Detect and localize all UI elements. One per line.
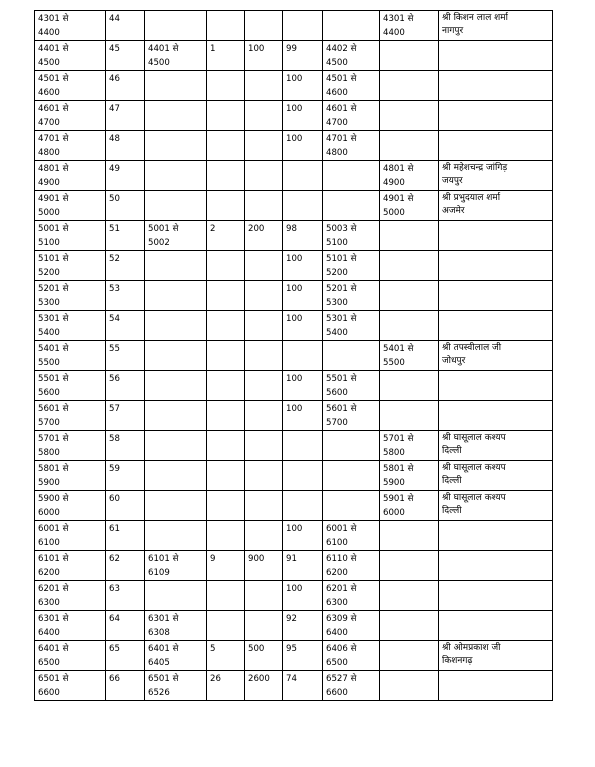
issued-count-cell <box>207 71 245 101</box>
serial-cell: 65 <box>106 641 145 671</box>
table-row <box>35 581 553 611</box>
table-row <box>35 251 553 281</box>
balance-count-cell <box>283 11 323 41</box>
book-range-cell <box>380 71 439 101</box>
range-cell: 6201 से 6300 <box>35 581 106 611</box>
balance-range-cell <box>323 341 380 371</box>
issued-range-cell <box>145 161 207 191</box>
table-row <box>35 191 553 221</box>
serial-cell: 53 <box>106 281 145 311</box>
book-range-cell: 5801 से 5900 <box>380 461 439 491</box>
table-row <box>35 521 553 551</box>
amount-cell: 2600 <box>245 671 283 701</box>
table-row <box>35 161 553 191</box>
range-cell: 5301 से 5400 <box>35 311 106 341</box>
book-range-cell: 4901 से 5000 <box>380 191 439 221</box>
book-range-cell <box>380 671 439 701</box>
holder-name-cell <box>439 521 553 551</box>
table-row <box>35 431 553 461</box>
balance-range-cell: 6406 से 6500 <box>323 641 380 671</box>
amount-cell <box>245 191 283 221</box>
amount-cell <box>245 281 283 311</box>
balance-count-cell: 74 <box>283 671 323 701</box>
issued-count-cell: 1 <box>207 41 245 71</box>
balance-range-cell: 5101 से 5200 <box>323 251 380 281</box>
holder-name-cell <box>439 41 553 71</box>
balance-range-cell: 5301 से 5400 <box>323 311 380 341</box>
serial-cell: 51 <box>106 221 145 251</box>
issued-count-cell <box>207 311 245 341</box>
range-cell: 4501 से 4600 <box>35 71 106 101</box>
table-row <box>35 11 553 41</box>
issued-range-cell <box>145 101 207 131</box>
balance-range-cell: 5501 से 5600 <box>323 371 380 401</box>
table-row <box>35 371 553 401</box>
balance-count-cell: 91 <box>283 551 323 581</box>
table-row <box>35 611 553 641</box>
issued-count-cell <box>207 461 245 491</box>
amount-cell: 200 <box>245 221 283 251</box>
issued-count-cell <box>207 131 245 161</box>
holder-name-cell <box>439 581 553 611</box>
amount-cell <box>245 611 283 641</box>
book-range-cell <box>380 251 439 281</box>
book-range-cell <box>380 41 439 71</box>
issued-count-cell <box>207 341 245 371</box>
serial-cell: 60 <box>106 491 145 521</box>
serial-cell: 59 <box>106 461 145 491</box>
balance-count-cell: 95 <box>283 641 323 671</box>
issued-range-cell: 6501 से 6526 <box>145 671 207 701</box>
amount-cell <box>245 491 283 521</box>
balance-range-cell: 4701 से 4800 <box>323 131 380 161</box>
holder-name-cell: श्री ओमप्रकाश जी किशनगढ़ <box>439 641 553 671</box>
table-row <box>35 281 553 311</box>
book-range-cell <box>380 581 439 611</box>
balance-count-cell: 100 <box>283 251 323 281</box>
range-cell: 5701 से 5800 <box>35 431 106 461</box>
range-cell: 4601 से 4700 <box>35 101 106 131</box>
amount-cell <box>245 71 283 101</box>
table-row <box>35 491 553 521</box>
book-range-cell <box>380 371 439 401</box>
table-row <box>35 311 553 341</box>
issued-count-cell <box>207 11 245 41</box>
table-row <box>35 671 553 701</box>
table-row <box>35 461 553 491</box>
amount-cell: 500 <box>245 641 283 671</box>
holder-name-cell <box>439 611 553 641</box>
amount-cell <box>245 101 283 131</box>
holder-name-cell: श्री तपस्वीलाल जी जोधपुर <box>439 341 553 371</box>
issued-range-cell <box>145 281 207 311</box>
amount-cell <box>245 431 283 461</box>
balance-count-cell <box>283 191 323 221</box>
balance-count-cell: 92 <box>283 611 323 641</box>
amount-cell <box>245 401 283 431</box>
table-body <box>35 11 553 701</box>
issued-range-cell <box>145 581 207 611</box>
range-cell: 5101 से 5200 <box>35 251 106 281</box>
serial-cell: 57 <box>106 401 145 431</box>
range-cell: 6301 से 6400 <box>35 611 106 641</box>
serial-cell: 46 <box>106 71 145 101</box>
issued-count-cell: 26 <box>207 671 245 701</box>
book-range-cell <box>380 221 439 251</box>
balance-range-cell <box>323 161 380 191</box>
issued-range-cell <box>145 251 207 281</box>
balance-range-cell: 6527 से 6600 <box>323 671 380 701</box>
balance-count-cell: 100 <box>283 281 323 311</box>
serial-cell: 61 <box>106 521 145 551</box>
serial-cell: 54 <box>106 311 145 341</box>
holder-name-cell: श्री प्रभुदयाल शर्मा अजमेर <box>439 191 553 221</box>
serial-cell: 52 <box>106 251 145 281</box>
holder-name-cell <box>439 71 553 101</box>
amount-cell <box>245 581 283 611</box>
issued-count-cell <box>207 581 245 611</box>
range-cell: 6501 से 6600 <box>35 671 106 701</box>
amount-cell <box>245 521 283 551</box>
range-cell: 5601 से 5700 <box>35 401 106 431</box>
range-cell: 4401 से 4500 <box>35 41 106 71</box>
balance-range-cell <box>323 491 380 521</box>
amount-cell <box>245 461 283 491</box>
amount-cell: 100 <box>245 41 283 71</box>
holder-name-cell: श्री किशन लाल शर्मा नागपुर <box>439 11 553 41</box>
serial-cell: 63 <box>106 581 145 611</box>
balance-range-cell: 4601 से 4700 <box>323 101 380 131</box>
issued-range-cell <box>145 401 207 431</box>
holder-name-cell <box>439 311 553 341</box>
balance-count-cell: 100 <box>283 311 323 341</box>
holder-name-cell: श्री घासूलाल कश्यप दिल्ली <box>439 461 553 491</box>
issued-range-cell: 5001 से 5002 <box>145 221 207 251</box>
issued-range-cell: 6401 से 6405 <box>145 641 207 671</box>
balance-count-cell: 100 <box>283 521 323 551</box>
range-cell: 6101 से 6200 <box>35 551 106 581</box>
book-range-cell <box>380 551 439 581</box>
balance-count-cell: 100 <box>283 71 323 101</box>
serial-cell: 64 <box>106 611 145 641</box>
table-row <box>35 131 553 161</box>
holder-name-cell <box>439 371 553 401</box>
amount-cell <box>245 311 283 341</box>
serial-cell: 49 <box>106 161 145 191</box>
serial-cell: 58 <box>106 431 145 461</box>
issued-range-cell <box>145 11 207 41</box>
book-range-cell: 5901 से 6000 <box>380 491 439 521</box>
range-cell: 5001 से 5100 <box>35 221 106 251</box>
book-range-cell <box>380 131 439 161</box>
serial-cell: 50 <box>106 191 145 221</box>
balance-range-cell <box>323 191 380 221</box>
book-range-cell: 5701 से 5800 <box>380 431 439 461</box>
holder-name-cell <box>439 551 553 581</box>
balance-range-cell: 4501 से 4600 <box>323 71 380 101</box>
serial-cell: 44 <box>106 11 145 41</box>
issued-count-cell <box>207 101 245 131</box>
issued-range-cell: 4401 से 4500 <box>145 41 207 71</box>
table-row <box>35 641 553 671</box>
issued-range-cell <box>145 191 207 221</box>
issued-range-cell <box>145 461 207 491</box>
range-cell: 5201 से 5300 <box>35 281 106 311</box>
range-cell: 6401 से 6500 <box>35 641 106 671</box>
balance-range-cell: 6001 से 6100 <box>323 521 380 551</box>
balance-count-cell: 100 <box>283 371 323 401</box>
issued-count-cell <box>207 431 245 461</box>
book-range-cell <box>380 611 439 641</box>
balance-range-cell <box>323 11 380 41</box>
serial-cell: 62 <box>106 551 145 581</box>
table-row <box>35 341 553 371</box>
range-cell: 4701 से 4800 <box>35 131 106 161</box>
issued-range-cell <box>145 431 207 461</box>
holder-name-cell: श्री घासूलाल कश्यप दिल्ली <box>439 431 553 461</box>
balance-range-cell: 5601 से 5700 <box>323 401 380 431</box>
book-range-cell <box>380 101 439 131</box>
balance-count-cell <box>283 491 323 521</box>
amount-cell <box>245 131 283 161</box>
range-cell: 5501 से 5600 <box>35 371 106 401</box>
range-cell: 4801 से 4900 <box>35 161 106 191</box>
receipt-book-table <box>34 10 553 701</box>
book-range-cell <box>380 641 439 671</box>
balance-range-cell: 5201 से 5300 <box>323 281 380 311</box>
table-row <box>35 551 553 581</box>
issued-count-cell <box>207 491 245 521</box>
range-cell: 5900 से 6000 <box>35 491 106 521</box>
issued-count-cell <box>207 521 245 551</box>
range-cell: 5801 से 5900 <box>35 461 106 491</box>
table-row <box>35 401 553 431</box>
issued-count-cell <box>207 161 245 191</box>
range-cell: 6001 से 6100 <box>35 521 106 551</box>
holder-name-cell <box>439 671 553 701</box>
holder-name-cell: श्री घासूलाल कश्यप दिल्ली <box>439 491 553 521</box>
balance-count-cell: 100 <box>283 401 323 431</box>
book-range-cell: 5401 से 5500 <box>380 341 439 371</box>
holder-name-cell <box>439 281 553 311</box>
table-row <box>35 71 553 101</box>
issued-range-cell <box>145 71 207 101</box>
issued-count-cell <box>207 191 245 221</box>
issued-range-cell <box>145 521 207 551</box>
balance-range-cell: 6110 से 6200 <box>323 551 380 581</box>
range-cell: 4301 से 4400 <box>35 11 106 41</box>
issued-range-cell: 6301 से 6308 <box>145 611 207 641</box>
amount-cell <box>245 251 283 281</box>
issued-count-cell: 2 <box>207 221 245 251</box>
holder-name-cell: श्री महेशचन्द्र जांगिड़ जयपुर <box>439 161 553 191</box>
amount-cell: 900 <box>245 551 283 581</box>
balance-range-cell: 6309 से 6400 <box>323 611 380 641</box>
serial-cell: 48 <box>106 131 145 161</box>
balance-count-cell: 100 <box>283 131 323 161</box>
serial-cell: 55 <box>106 341 145 371</box>
issued-count-cell: 5 <box>207 641 245 671</box>
issued-count-cell <box>207 611 245 641</box>
issued-range-cell <box>145 311 207 341</box>
table-row <box>35 221 553 251</box>
balance-range-cell <box>323 461 380 491</box>
range-cell: 5401 से 5500 <box>35 341 106 371</box>
issued-range-cell <box>145 371 207 401</box>
range-cell: 4901 से 5000 <box>35 191 106 221</box>
balance-count-cell <box>283 341 323 371</box>
balance-count-cell <box>283 461 323 491</box>
balance-count-cell <box>283 431 323 461</box>
serial-cell: 45 <box>106 41 145 71</box>
issued-count-cell <box>207 281 245 311</box>
balance-range-cell: 5003 से 5100 <box>323 221 380 251</box>
table-row <box>35 41 553 71</box>
issued-count-cell <box>207 251 245 281</box>
issued-count-cell <box>207 371 245 401</box>
holder-name-cell <box>439 401 553 431</box>
balance-count-cell: 99 <box>283 41 323 71</box>
serial-cell: 47 <box>106 101 145 131</box>
serial-cell: 66 <box>106 671 145 701</box>
holder-name-cell <box>439 131 553 161</box>
table-row <box>35 101 553 131</box>
amount-cell <box>245 371 283 401</box>
book-range-cell <box>380 401 439 431</box>
book-range-cell: 4801 से 4900 <box>380 161 439 191</box>
issued-count-cell: 9 <box>207 551 245 581</box>
balance-range-cell <box>323 431 380 461</box>
issued-range-cell <box>145 131 207 161</box>
balance-count-cell: 98 <box>283 221 323 251</box>
book-range-cell: 4301 से 4400 <box>380 11 439 41</box>
holder-name-cell <box>439 251 553 281</box>
balance-range-cell: 6201 से 6300 <box>323 581 380 611</box>
issued-range-cell <box>145 341 207 371</box>
amount-cell <box>245 11 283 41</box>
balance-count-cell: 100 <box>283 581 323 611</box>
issued-range-cell <box>145 491 207 521</box>
balance-count-cell: 100 <box>283 101 323 131</box>
amount-cell <box>245 341 283 371</box>
balance-range-cell: 4402 से 4500 <box>323 41 380 71</box>
book-range-cell <box>380 521 439 551</box>
issued-count-cell <box>207 401 245 431</box>
holder-name-cell <box>439 101 553 131</box>
balance-count-cell <box>283 161 323 191</box>
serial-cell: 56 <box>106 371 145 401</box>
book-range-cell <box>380 281 439 311</box>
issued-range-cell: 6101 से 6109 <box>145 551 207 581</box>
amount-cell <box>245 161 283 191</box>
book-range-cell <box>380 311 439 341</box>
holder-name-cell <box>439 221 553 251</box>
